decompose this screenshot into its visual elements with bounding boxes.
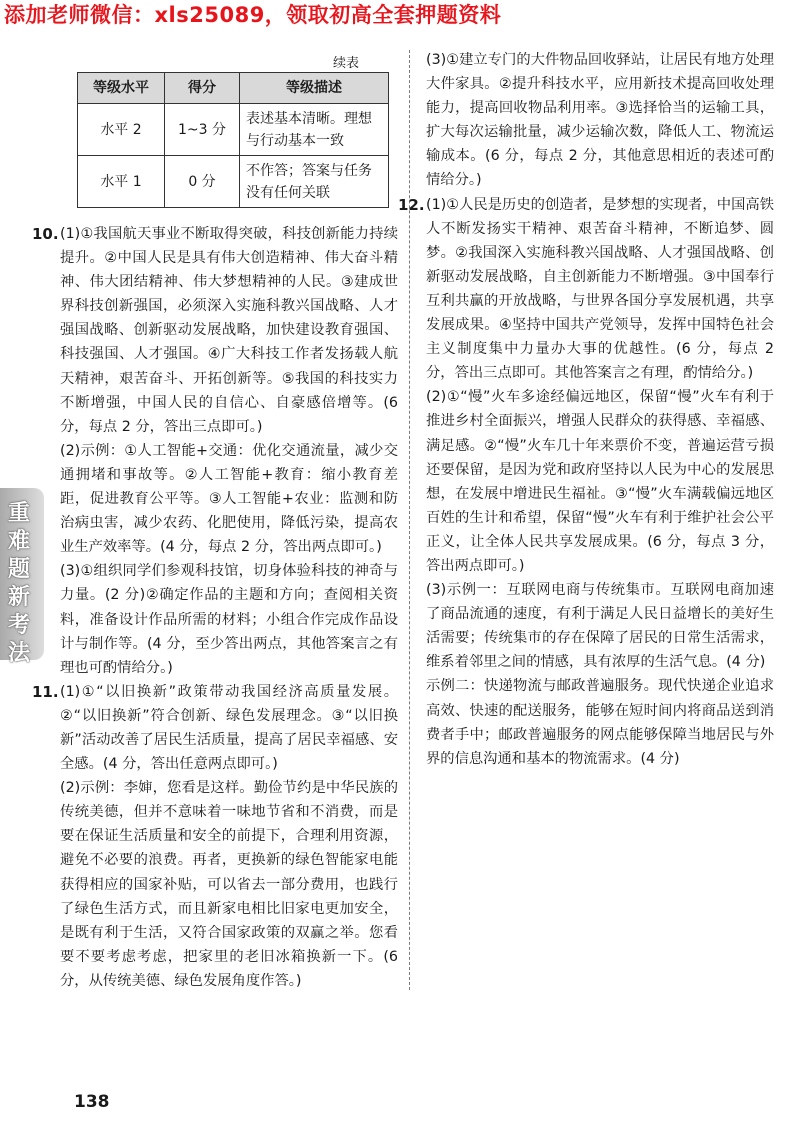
table-cell: 水平 2 [78,104,165,156]
question-11 [32,680,398,993]
table-header-cell: 等级水平 [78,73,165,104]
answer-part: (1)①人民是历史的创造者，是梦想的实现者，中国高铁人不断发扬实干精神、艰苦奋斗精神，不断追梦、圆梦。②我国深入实施科教兴国战略、人才强国战略、创新驱动发展战略，自主创新能力不断增强。③中国奉行互利共赢的开放战略，与世界各国分享发展机遇，共享发展成果。④坚持中国共产党领导，发挥中国特色社会主义制度集中力量办大事的优越性。(6 分，每点 2 分，答出三点即可。其他答案言之有理，酌情给分。) [426,196,774,382]
answer-part: (3)①组织同学们参观科技馆，切身体验科技的神奇与力量。(2 分)②确定作品的主题和方向；查阅相关资料，准备设计作品所需的材料；小组合作完成作品设计与制作等。(4 分，至少答出两点，其他答案言之有理也可酌情给分。) [60,563,398,676]
promo-banner: 添加老师微信：xls25089，领取初高全套押题资料 [4,3,502,27]
table-row [78,104,389,156]
table-cell: 1~3 分 [165,104,240,156]
table-cell: 0 分 [165,156,240,208]
answer-part: (3)①建立专门的大件物品回收驿站，让居民有地方处理大件家具。②提升科技水平，应用新技术提高回收处理能力，提高回收物品利用率。③选择恰当的运输工具，扩大每次运输批量，减少运输次数，降低人工、物流运输成本。(6 分，每点 2 分，其他意思相近的表述可酌情给分。) [426,52,774,189]
answer-part: (3)示例一：互联网电商与传统集市。互联网电商加速了商品流通的速度，有利于满足人民日益增长的美好生活需要；传统集市的存在保障了居民的日常生活需求，维系着邻里之间的情感，具有浓厚的生活气息。(4 分) [426,582,774,671]
question-11-cont [426,48,774,193]
answer-part: (2)示例：①人工智能+交通：优化交通流量，减少交通拥堵和事故等。②人工智能+教育：缩小教育差距，促进教育公平等。③人工智能+农业：监测和防治病虫害，减少农药、化肥使用，降低污染，提高农业生产效率等。(4 分，每点 2 分，答出两点即可。) [60,442,398,556]
answer-part: (2)①“慢”火车多途经偏远地区，保留“慢”火车有利于推进乡村全面振兴，增强人民群众的获得感、幸福感、满足感。②“慢”火车几十年来票价不变，普遍运营亏损还要保留，是因为党和政府坚持以人民为中心的发展思想，在发展中增进民生福祉。③“慢”火车满载偏远地区百姓的生计和希望，保留“慢”火车有利于维护社会公平正义，让全体人民共享发展成果。(6 分，每点 3 分，答出两点即可。) [426,389,774,574]
question-number: 12. [398,195,425,214]
table-header-cell: 得分 [165,73,240,104]
page-number: 138 [74,1092,110,1112]
question-number: 11. [32,682,59,701]
answer-part: (1)①“以旧换新”政策带动我国经济高质量发展。②“以旧换新”符合创新、绿色发展理念。③“以旧换新”活动改善了居民生活质量，提高了居民幸福感、安全感。(4 分，答出任意两点即可。) [60,683,398,773]
answer-part: 示例二：快递物流与邮政普遍服务。现代快递企业追求高效、快速的配送服务，能够在短时间内将商品送到消费者手中；邮政普遍服务的网点能够保障当地居民与外界的信息沟通和基本的物流需求。(4 分) [426,678,774,767]
table-cell: 表述基本清晰。理想与行动基本一致 [240,104,389,156]
question-number: 10. [32,225,59,243]
answer-part: (2)示例：李婶，您看是这样。勤俭节约是中华民族的传统美德，但并不意味着一味地节省和不消费，而是要在保证生活质量和安全的前提下，合理利用资源，避免不必要的浪费。再者，更换新的绿色智能家电能获得相应的国家补贴，可以省去一部分费用，也践行了绿色生活方式，而且新家电相比旧家电更加安全，是既有利于生活，又符合国家政策的双赢之举。您看要不要考虑考虑，把家里的老旧冰箱换新一下。(6 分，从传统美德、绿色发展角度作答。) [60,780,398,989]
question-12 [398,193,774,771]
grade-table [77,72,389,208]
question-10 [32,222,398,680]
left-column [32,222,398,993]
table-cell: 水平 1 [78,156,165,208]
answer-part: (1)①我国航天事业不断取得突破，科技创新能力持续提升。②中国人民是具有伟大创造精神、伟大奋斗精神、伟大团结精神、伟大梦想精神的人民。③建成世界科技创新强国，必须深入实施科教兴国战略、人才强国战略、创新驱动发展战略，加快建设教育强国、科技强国、人才强国。④广大科技工作者发扬载人航天精神，艰苦奋斗、开拓创新等。⑤我国的科技实力不断增强，中国人民的自信心、自豪感倍增等。(6 分，每点 2 分，答出三点即可。) [60,226,398,435]
right-column [398,48,774,771]
side-tab-label: 重难题新考法 [8,501,31,666]
table-caption: 续表 [333,56,360,71]
column-divider [409,50,410,990]
table-header-cell: 等级描述 [240,73,389,104]
table-header-row [78,73,389,104]
table-row [78,156,389,208]
table-cell: 不作答；答案与任务没有任何关联 [240,156,389,208]
